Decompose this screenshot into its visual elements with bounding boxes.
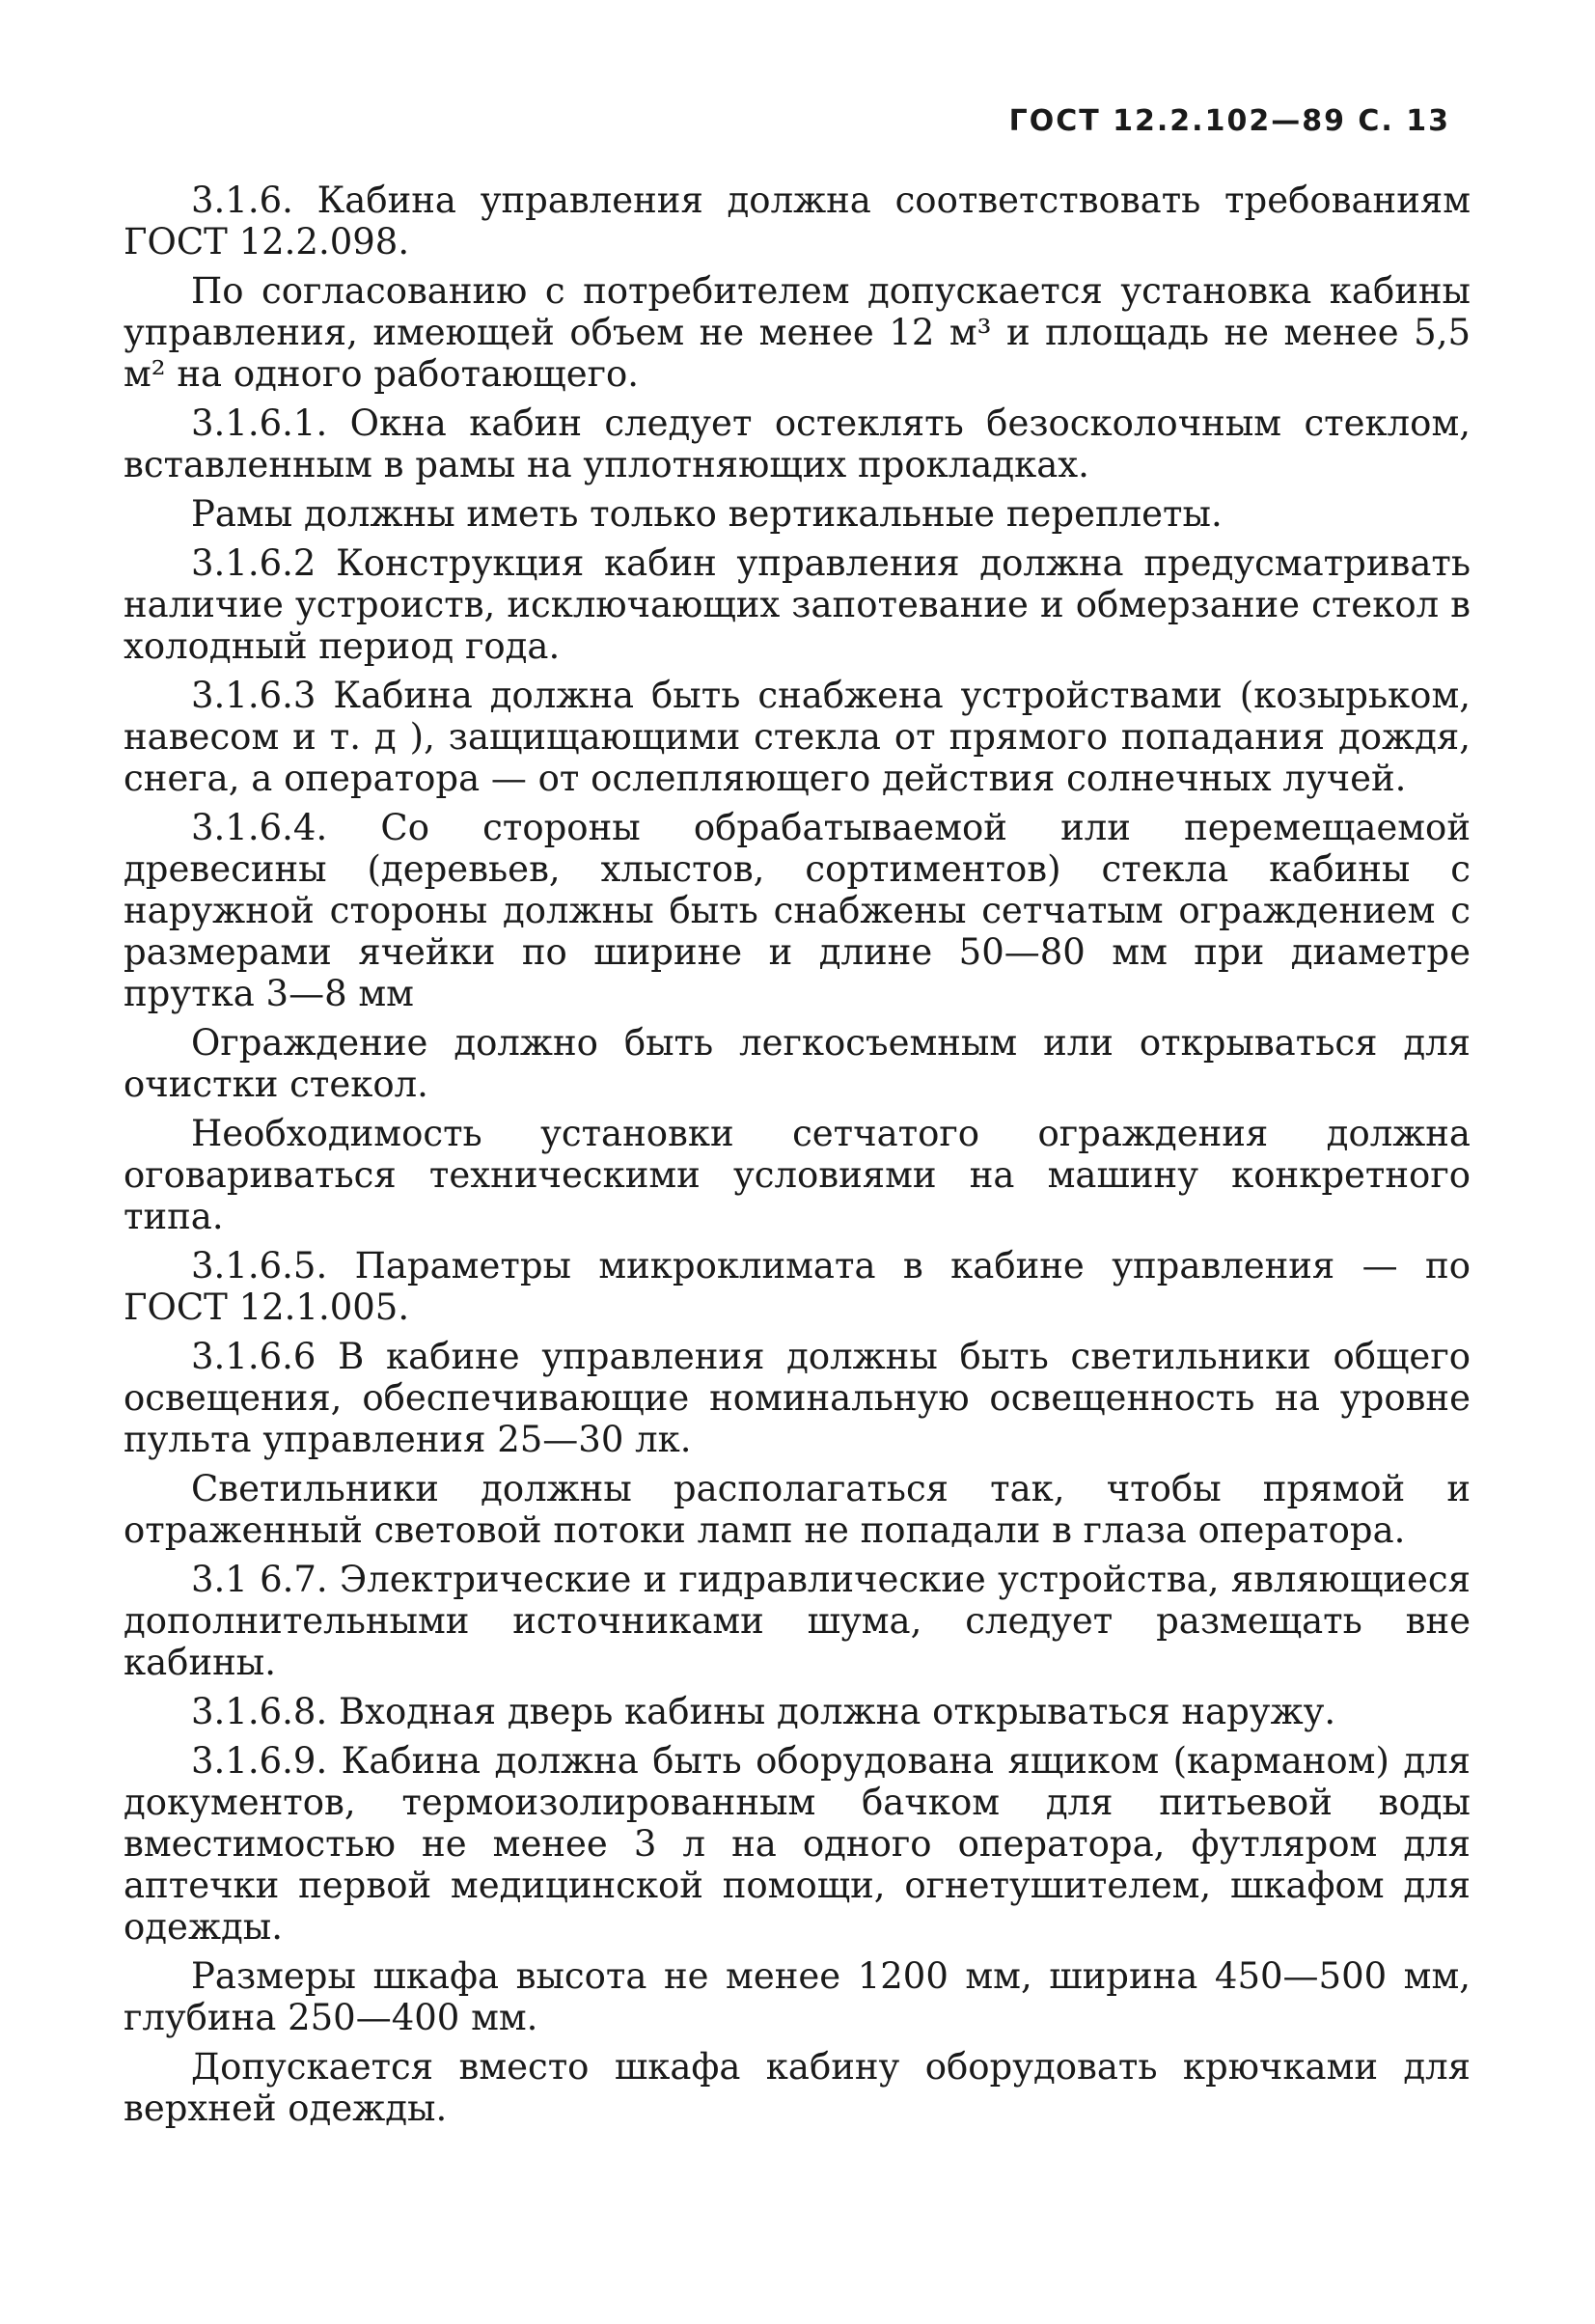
paragraph-3-1-6-8: 3.1.6.8. Входная дверь кабины должна открываться наружу. <box>191 1691 1336 1732</box>
paragraph-3-1-6: 3.1.6. Кабина управления должна соответствовать требованиям ГОСТ 12.2.098. <box>124 180 1471 263</box>
paragraph-hooks: Допускается вместо шкафа кабину оборудовать крючками для верхней одежды. <box>124 2046 1471 2129</box>
paragraph-guard-necessity: Необходимость установки сетчатого ограждения должна оговариваться техническими условиями на машину конкретного типа. <box>124 1113 1471 1237</box>
paragraph-wardrobe-size: Размеры шкафа высота не менее 1200 мм, ширина 450—500 мм, глубина 250—400 мм. <box>124 1955 1471 2038</box>
paragraph-3-1-6-3: 3.1.6.3 Кабина должна быть снабжена устройствами (козырьком, навесом и т. д ), защищающими стекла от прямого попадания дождя, снега, а оператора — от ослепляющего действия солнечных лучей. <box>124 675 1471 799</box>
paragraph-3-1-6-2: 3.1.6.2 Конструкция кабин управления должна предусматривать наличие устроиств, исключающих запотевание и обмерзание стекол в холодный период года. <box>124 542 1471 667</box>
paragraph-3-1-6-1: 3.1.6.1. Окна кабин следует остеклять безосколочным стеклом, вставленным в рамы на уплотняющих прокладках. <box>124 402 1471 485</box>
paragraph-3-1-6-6: 3.1.6.6 В кабине управления должны быть светильники общего освещения, обеспечивающие номинальную освещенность на уровне пульта управления 25—30 лк. <box>124 1336 1471 1460</box>
paragraph-3-1-6-4: 3.1.6.4. Со стороны обрабатываемой или перемещаемой древесины (деревьев, хлыстов, сортиментов) стекла кабины с наружной стороны должны быть снабжены сетчатым ограждением с размерами ячейки по ширине и длине 50—80 мм при диаметре прутка 3—8 мм <box>124 807 1471 1014</box>
paragraph-frames: Рамы должны иметь только вертикальные переплеты. <box>191 493 1223 535</box>
document-body <box>124 180 1471 2137</box>
paragraph-3-1-6-9: 3.1.6.9. Кабина должна быть оборудована ящиком (карманом) для документов, термоизолированным бачком для питьевой воды вместимостью не менее 3 л на одного оператора, футляром для аптечки первой медицинской помощи, огнетушителем, шкафом для одежды. <box>124 1740 1471 1948</box>
running-header: ГОСТ 12.2.102—89 С. 13 <box>1008 104 1450 138</box>
paragraph-3-1-6-7: 3.1 6.7. Электрические и гидравлические устройства, являющиеся дополнительными источниками шума, следует размещать вне кабины. <box>124 1559 1471 1683</box>
paragraph-3-1-6-5: 3.1.6.5. Параметры микроклимата в кабине управления — по ГОСТ 12.1.005. <box>124 1245 1471 1328</box>
paragraph-cabin-volume: По согласованию с потребителем допускается установка кабины управления, имеющей объем не менее 12 м³ и площадь не менее 5,5 м² на одного работающего. <box>124 270 1471 395</box>
paragraph-lamps: Светильники должны располагаться так, чтобы прямой и отраженный световой потоки ламп не попадали в глаза оператора. <box>124 1468 1471 1551</box>
paragraph-guard-removable: Ограждение должно быть легкосъемным или открываться для очистки стекол. <box>124 1022 1471 1105</box>
